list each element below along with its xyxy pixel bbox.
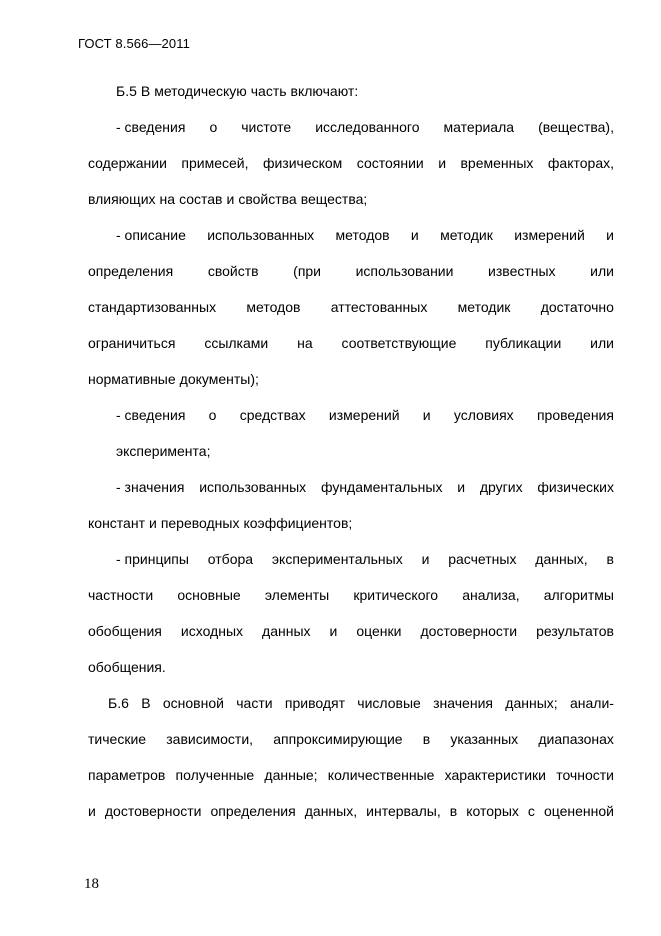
paragraph — [88, 546, 614, 690]
word: характеристики — [444, 767, 546, 783]
word: часть — [250, 83, 287, 99]
word: данных, — [535, 551, 588, 567]
word: чистоте — [241, 119, 292, 135]
word: свойств — [207, 263, 259, 279]
word: числовые — [357, 695, 421, 711]
word: констант — [88, 515, 145, 531]
word: и — [438, 155, 447, 171]
word: вещества; — [300, 191, 368, 207]
word: методическую — [154, 83, 247, 99]
word: - принципы — [116, 551, 189, 567]
text-line — [88, 798, 614, 834]
word: отбора — [207, 551, 254, 567]
word: достоверности — [104, 803, 202, 819]
word: определения — [210, 803, 296, 819]
document-body — [88, 78, 614, 834]
text-line — [88, 474, 614, 510]
word: использованных — [207, 227, 315, 243]
word: фундаментальных — [320, 479, 443, 495]
word: и — [329, 623, 338, 639]
text-line — [88, 618, 614, 654]
word: физических — [537, 479, 614, 495]
word: с — [527, 803, 535, 819]
word: данных — [262, 623, 311, 639]
text-line — [88, 510, 614, 546]
word: достоверности — [420, 623, 518, 639]
word: и — [88, 803, 96, 819]
word: указанных — [450, 731, 519, 747]
word: на — [159, 191, 176, 207]
word: результатов — [536, 623, 614, 639]
word: использовании — [355, 263, 454, 279]
word: методик — [457, 299, 511, 315]
word: факторах, — [547, 155, 614, 171]
word: на — [297, 335, 313, 351]
word: стандартизованных — [88, 299, 217, 315]
word: основные — [177, 587, 241, 603]
word: данные; — [264, 767, 318, 783]
word: оценки — [356, 623, 402, 639]
paragraph — [88, 114, 614, 222]
word: анали- — [569, 695, 614, 711]
word: элементы — [264, 587, 330, 603]
word: определения — [88, 263, 174, 279]
word: и — [422, 407, 431, 423]
text-line — [88, 330, 614, 366]
word: средствах — [239, 407, 306, 423]
word: и — [410, 227, 419, 243]
word: документы); — [179, 371, 259, 387]
word: приводят — [284, 695, 345, 711]
text-line — [88, 222, 614, 258]
word: или — [590, 335, 614, 351]
word: нормативные — [88, 371, 176, 387]
word: измерений — [514, 227, 585, 243]
word: измерений — [328, 407, 400, 423]
word: - сведения — [116, 119, 186, 135]
word: основной — [162, 695, 224, 711]
text-line — [88, 150, 614, 186]
word: состав — [179, 191, 223, 207]
word: и — [457, 479, 466, 495]
word: или — [590, 263, 614, 279]
word: значения — [433, 695, 493, 711]
word: (вещества), — [538, 119, 614, 135]
word: публикации — [485, 335, 562, 351]
word: расчетных — [448, 551, 517, 567]
word: интервалы, — [366, 803, 441, 819]
word: В — [141, 695, 151, 711]
word: методов — [335, 227, 390, 243]
word: В — [140, 83, 151, 99]
word: параметров — [88, 767, 166, 783]
text-line — [88, 438, 614, 474]
text-line — [88, 114, 614, 150]
word: анализа, — [462, 587, 520, 603]
word: и — [148, 515, 157, 531]
word: ограничиться — [88, 335, 176, 351]
text-line — [88, 654, 614, 690]
word: коэффициентов; — [243, 515, 353, 531]
word: тические — [88, 731, 147, 747]
word: проведения — [536, 407, 614, 423]
word: материала — [443, 119, 515, 135]
word: временных — [460, 155, 534, 171]
word: исходных — [180, 623, 244, 639]
word: - описание — [116, 227, 186, 243]
word: оцененной — [543, 803, 614, 819]
word: переводных — [160, 515, 240, 531]
word: методов — [246, 299, 301, 315]
word: полученные — [175, 767, 255, 783]
text-line — [88, 546, 614, 582]
word: алгоритмы — [543, 587, 614, 603]
page-number: 18 — [84, 876, 99, 892]
word: в — [422, 731, 431, 747]
word: известных — [488, 263, 556, 279]
paragraph — [88, 690, 614, 834]
text-line — [88, 366, 614, 402]
word: которых — [466, 803, 519, 819]
word: - сведения — [116, 407, 186, 423]
word: исследованного — [315, 119, 420, 135]
word: зависимости, — [166, 731, 254, 747]
text-line — [88, 258, 614, 294]
word: экспериментальных — [271, 551, 403, 567]
word: свойства — [238, 191, 297, 207]
text-line — [88, 78, 614, 114]
word: в — [606, 551, 614, 567]
word: физическом — [262, 155, 343, 171]
text-line — [88, 726, 614, 762]
word: - значения — [116, 479, 185, 495]
text-line — [88, 294, 614, 330]
word: данных; — [505, 695, 558, 711]
word: и — [606, 227, 614, 243]
word: диапазонах — [538, 731, 614, 747]
word: данных, — [304, 803, 358, 819]
word: аттестованных — [330, 299, 428, 315]
word: других — [479, 479, 523, 495]
word: и — [421, 551, 430, 567]
text-line — [88, 690, 614, 726]
word: обобщения — [88, 623, 162, 639]
word: о — [209, 119, 218, 135]
word: количественные — [327, 767, 435, 783]
word: части — [236, 695, 273, 711]
word: влияющих — [88, 191, 156, 207]
word: использованных — [199, 479, 307, 495]
paragraph — [88, 222, 614, 402]
text-line — [88, 402, 614, 438]
word: ссылками — [204, 335, 269, 351]
word: содержании — [88, 155, 167, 171]
word: методик — [440, 227, 493, 243]
paragraph — [88, 78, 614, 114]
word: аппроксимирующие — [273, 731, 403, 747]
word: включают: — [290, 83, 359, 99]
word: критического — [353, 587, 439, 603]
paragraph — [88, 474, 614, 546]
word: о — [208, 407, 217, 423]
word: условиях — [453, 407, 514, 423]
word: соответствующие — [341, 335, 457, 351]
word: достаточно — [540, 299, 614, 315]
paragraph — [88, 402, 614, 474]
text-line — [88, 582, 614, 618]
word: (при — [293, 263, 322, 279]
text-line — [88, 186, 614, 222]
word: обобщения. — [88, 659, 166, 675]
word: точности — [556, 767, 614, 783]
word: эксперимента; — [116, 443, 211, 459]
word: частности — [88, 587, 154, 603]
word: в — [449, 803, 458, 819]
text-line — [88, 762, 614, 798]
word: Б.6 — [108, 695, 129, 711]
word: примесей, — [181, 155, 249, 171]
word: состоянии — [356, 155, 424, 171]
word: Б.5 — [116, 83, 137, 99]
document-header: ГОСТ 8.566—2011 — [78, 36, 190, 51]
word: и — [226, 191, 235, 207]
